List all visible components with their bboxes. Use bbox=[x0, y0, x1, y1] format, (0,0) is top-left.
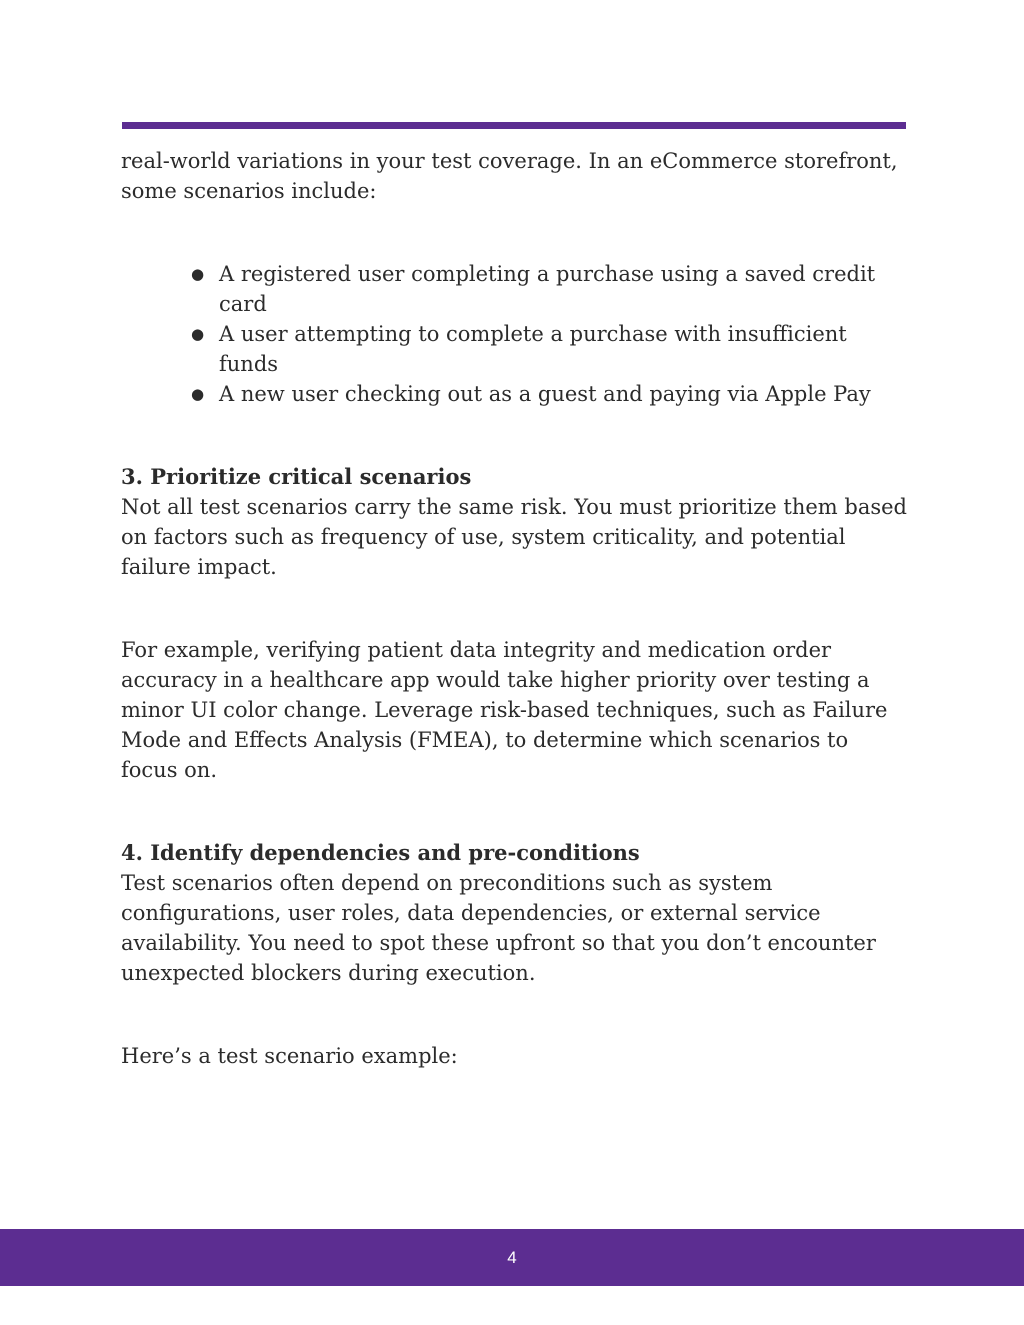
list-item bbox=[191, 259, 911, 319]
list-item-text: A registered user completing a purchase using a saved credit card bbox=[219, 262, 876, 316]
section-paragraph: Not all test scenarios carry the same risk. You must prioritize them based on factors such as frequency of use, system criticality, and potential failure impact. bbox=[121, 495, 907, 579]
list-item-text: A new user checking out as a guest and paying via Apple Pay bbox=[219, 382, 871, 406]
example-paragraph: For example, verifying patient data integrity and medication order accuracy in a healthcare app would take higher priority over testing a minor UI color change. Leverage risk-based techniques, such as Failure Mode and Effects Analysis (FMEA), to determine which scenarios to focus on. bbox=[121, 638, 888, 782]
list-item bbox=[191, 319, 911, 379]
page-number: 4 bbox=[507, 1248, 517, 1267]
intro-paragraph: real-world variations in your test coverage. In an eCommerce storefront, some scenarios include: bbox=[121, 149, 898, 203]
bullet-icon: ● bbox=[191, 325, 205, 343]
section-heading-dependencies: 4. Identify dependencies and pre-conditions bbox=[121, 840, 640, 865]
bullet-icon: ● bbox=[191, 265, 205, 283]
list-item bbox=[191, 379, 911, 409]
list-item-text: A user attempting to complete a purchase with insufficient funds bbox=[219, 322, 847, 376]
scenario-list bbox=[121, 259, 911, 409]
header-divider bbox=[122, 122, 906, 129]
document-body bbox=[121, 146, 911, 1071]
lead-in-paragraph: Here’s a test scenario example: bbox=[121, 1044, 458, 1068]
bullet-icon: ● bbox=[191, 385, 205, 403]
section-heading-prioritize: 3. Prioritize critical scenarios bbox=[121, 464, 472, 489]
section-paragraph: Test scenarios often depend on preconditions such as system configurations, user roles, data dependencies, or external service availability. You need to spot these upfront so that you don’t encounter unexpected blockers during execution. bbox=[121, 871, 876, 985]
page-footer bbox=[0, 1229, 1024, 1286]
